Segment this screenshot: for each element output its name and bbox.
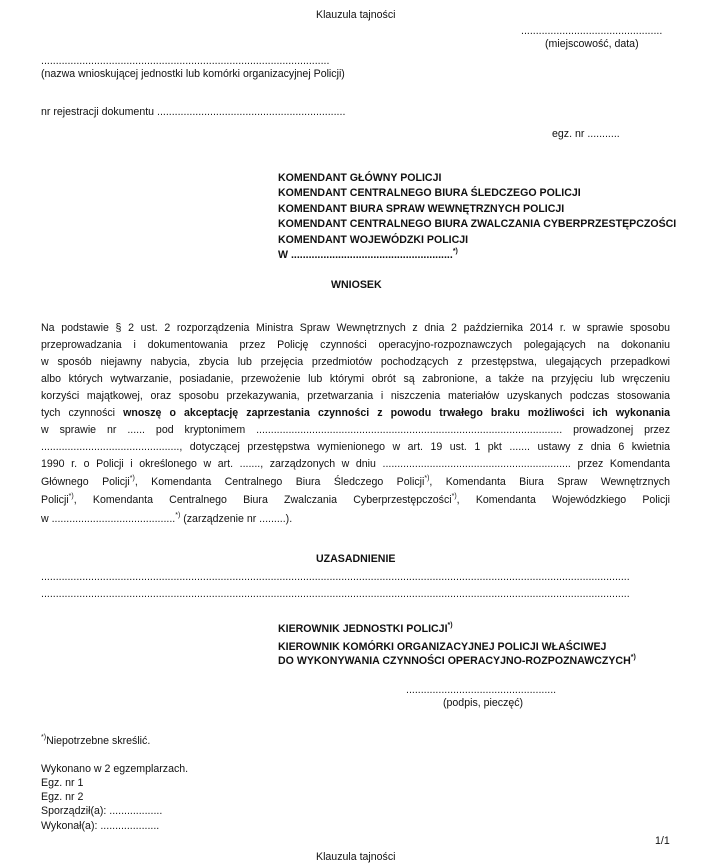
signatory-title-3: DO WYKONYWANIA CZYNNOŚCI OPERACYJNO-ROZPOZNAWCZYCH [278, 655, 631, 667]
registration-dots: ................................................................ [157, 106, 346, 118]
copy-1: Egz. nr 1 [41, 777, 84, 789]
signatory-title-1: KIEROWNIK JEDNOSTKI POLICJI [278, 623, 448, 635]
copy-2: Egz. nr 2 [41, 791, 84, 803]
body-line-6 [41, 407, 670, 420]
body-line-10-part-c: , Komendanta Biura Spraw Wewnętrznych [429, 476, 670, 488]
footnote-marker: *) [447, 622, 453, 629]
classification-footer: Klauzula tajności [316, 851, 396, 863]
addressee-line-2: KOMENDANT CENTRALNEGO BIURA ŚLEDCZEGO POLICJI [278, 187, 581, 199]
body-line-4: albo których wytwarzanie, posiadanie, przewożenie lub którymi obrót są zabronione, a także na przyjęciu lub wręczeniu [41, 373, 670, 385]
body-line-11-part-a: Policji [41, 494, 69, 506]
signatory-line-3 [278, 655, 636, 668]
footnote-marker: *) [175, 512, 181, 519]
body-line-1: Na podstawie § 2 ust. 2 rozporządzenia Ministra Spraw Wewnętrznych z dnia 2 października 2014 r. w sprawie sposobu [41, 322, 670, 334]
justification-title: UZASADNIENIE [316, 553, 396, 565]
document-title: WNIOSEK [331, 279, 382, 291]
justification-line-2: ........................................................................................................................................................................................................ [41, 588, 630, 600]
executed-by: Wykonał(a): .................... [41, 820, 160, 832]
body-line-11-part-c: , Komendanta Wojewódzkiego Policji [456, 494, 670, 506]
signatory-line-2: KIEROWNIK KOMÓRKI ORGANIZACYJNEJ POLICJI WŁAŚCIWEJ [278, 641, 607, 653]
signatory-line-1 [278, 623, 453, 636]
body-line-9: 1990 r. o Policji i określonego w art. ......., zarządzonych w dniu ................................................................ przez Komendanta [41, 458, 670, 470]
unit-name-label: (nazwa wnioskującej jednostki lub komórki organizacyjnej Policji) [41, 68, 345, 80]
body-line-2: przeprowadzania i dokumentowania przez Policję czynności operacyjno-rozpoznawczych polegających na dokonaniu [41, 339, 670, 351]
registration-label: nr rejestracji dokumentu [41, 106, 155, 118]
footnote-marker: *) [452, 248, 458, 255]
footnote-marker: *) [68, 493, 74, 500]
addressee-line-1: KOMENDANT GŁÓWNY POLICJI [278, 172, 442, 184]
footnote-marker: *) [630, 654, 636, 661]
body-line-11-part-b: , Komendanta Centralnego Biura Zwalczania Cyberprzestępczości [73, 494, 452, 506]
body-line-6-start: tych czynności [41, 407, 116, 419]
body-line-10 [41, 476, 670, 489]
addressee-city: W ....................................................... [278, 249, 453, 261]
footnote-text: Niepotrzebne skreślić. [46, 735, 151, 747]
body-line-10-part-a: Głównego Policji [41, 476, 130, 488]
addressee-line-4: KOMENDANT CENTRALNEGO BIURA ZWALCZANIA CYBERPRZESTĘPCZOŚCI [278, 218, 677, 230]
page-number: 1/1 [655, 835, 670, 847]
footnote-marker: *) [424, 475, 430, 482]
body-line-3: w sposób niejawny nabycia, zbycia lub przejęcia przedmiotów pochodzących z przestępstwa, ulegających przepadkowi [41, 356, 670, 368]
body-line-12 [41, 513, 670, 526]
request-statement: wnoszę o akceptację zaprzestania czynności z powodu trwałego braku możliwości ich wykonania [123, 407, 671, 419]
footnote-marker: *) [41, 734, 47, 741]
addressee-line-5: KOMENDANT WOJEWÓDZKI POLICJI [278, 234, 469, 246]
body-line-12-part-a: w .......................................... [41, 513, 176, 525]
date-label: (miejscowość, data) [545, 38, 639, 50]
copies-made: Wykonano w 2 egzemplarzach. [41, 763, 189, 775]
body-line-5: korzyści majątkowej, oraz sposobu przekazywania, przetwarzania i niszczenia materiałów uzyskanych podczas stosowania [41, 390, 670, 402]
signature-dots: ................................................... [406, 684, 557, 696]
footnote-marker: *) [451, 493, 457, 500]
signature-label: (podpis, pieczęć) [443, 697, 524, 709]
justification-line-1: ........................................................................................................................................................................................................ [41, 571, 630, 583]
body-line-12-part-b: (zarządzenie nr .........). [180, 513, 293, 525]
prepared-by: Sporządził(a): .................. [41, 805, 163, 817]
addressee-line-6 [278, 249, 458, 262]
registration-number [41, 106, 345, 119]
body-line-11 [41, 494, 670, 507]
unit-name-dots: .................................................................................................. [41, 55, 330, 67]
footnote [41, 735, 150, 748]
body-line-10-part-b: , Komendanta Centralnego Biura Śledczego Policji [134, 476, 425, 488]
addressee-line-3: KOMENDANT BIURA SPRAW WEWNĘTRZNYCH POLICJI [278, 203, 565, 215]
date-placeholder-dots: ................................................ [521, 25, 663, 37]
body-line-8: ..............................................., dotyczącej przestępstwa wymienionego w art. 19 ust. 1 pkt ....... ustawy z dnia 6 kwietnia [41, 441, 670, 453]
copy-number: egz. nr ........... [552, 128, 620, 140]
footnote-marker: *) [129, 475, 135, 482]
classification-header: Klauzula tajności [316, 9, 396, 21]
body-line-7: w sprawie nr ...... pod kryptonimem ........................................................................................................ prowadzonej przez [41, 424, 670, 436]
